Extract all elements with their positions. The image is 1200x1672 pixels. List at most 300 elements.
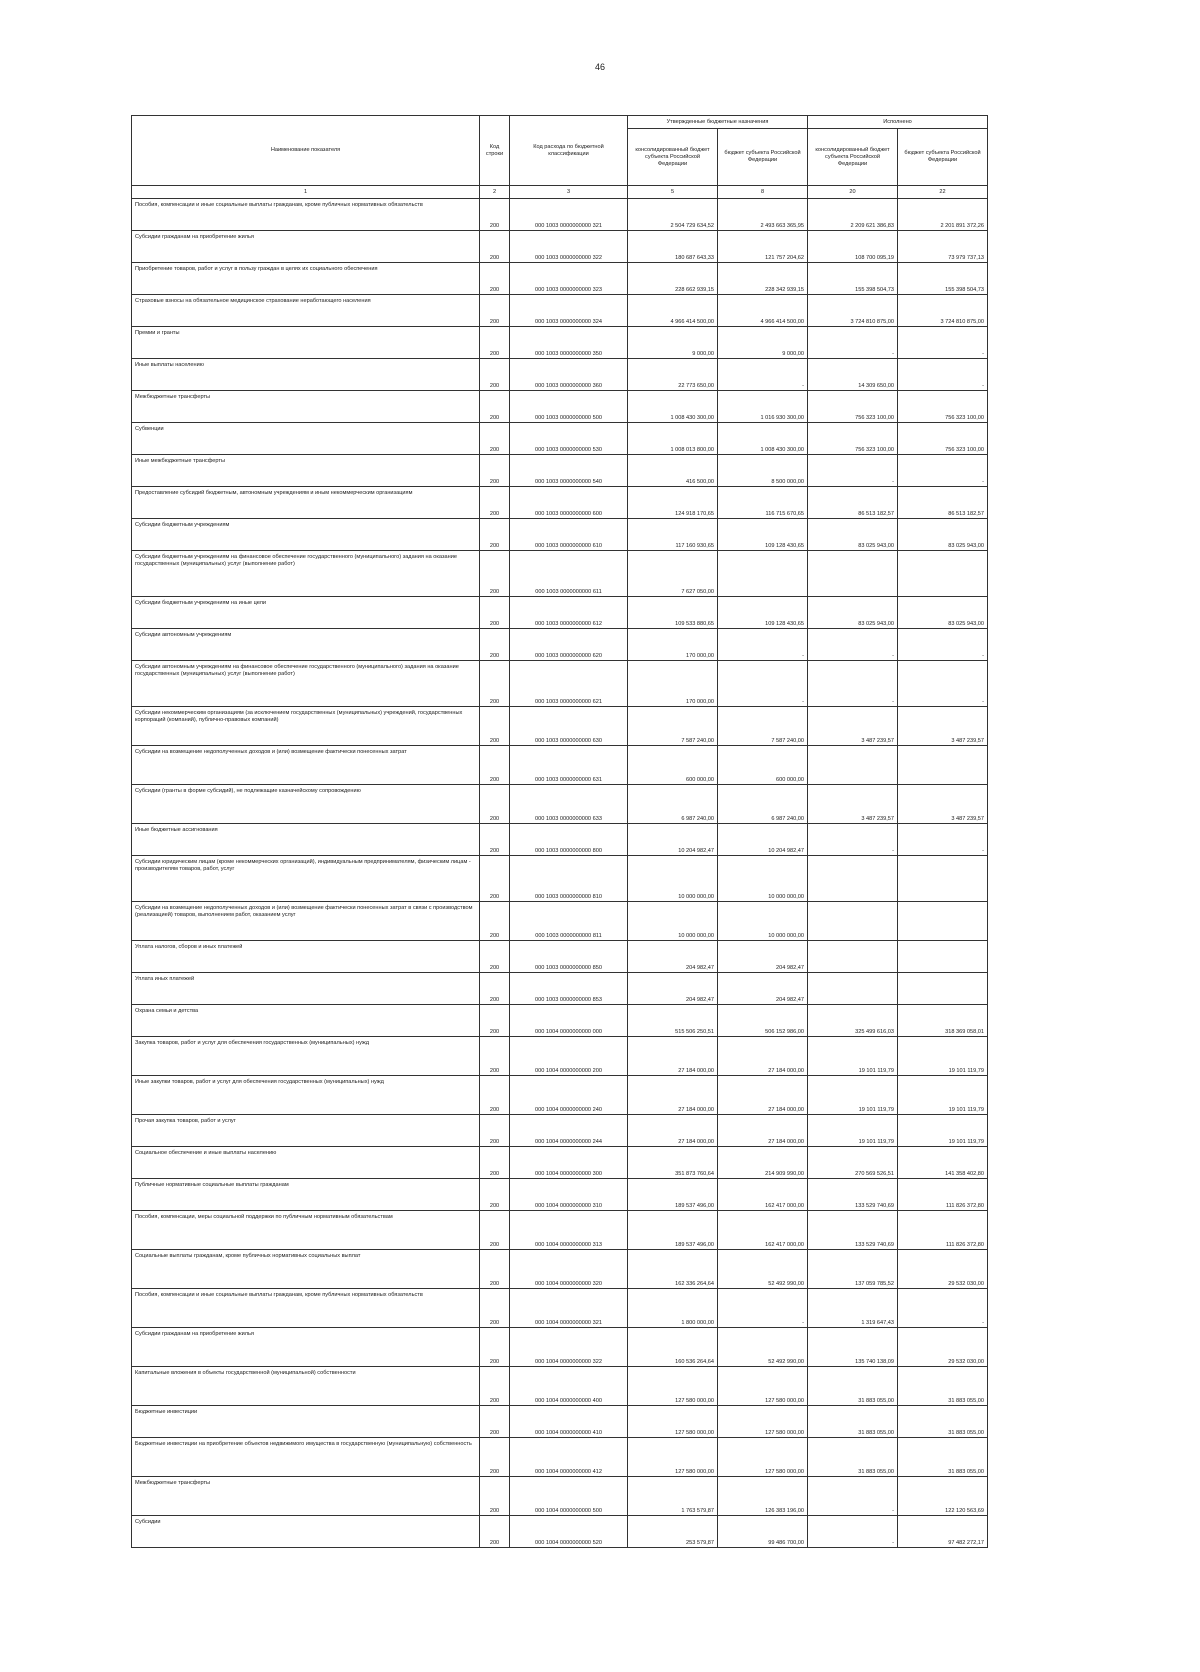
column-number: 1 bbox=[132, 186, 480, 199]
row-subject-approved: 162 417 000,00 bbox=[718, 1211, 808, 1250]
row-budget-code: 000 1004 0000000000 410 bbox=[510, 1406, 628, 1438]
row-line-code: 200 bbox=[480, 359, 510, 391]
row-line-code: 200 bbox=[480, 295, 510, 327]
row-consolidated-approved: 162 336 264,64 bbox=[628, 1250, 718, 1289]
row-indicator-name: Субсидии бюджетным учреждениям bbox=[132, 519, 480, 551]
row-consolidated-executed bbox=[808, 551, 898, 597]
row-subject-executed: 29 532 030,00 bbox=[898, 1328, 988, 1367]
row-consolidated-approved: 160 536 264,64 bbox=[628, 1328, 718, 1367]
table-row bbox=[132, 199, 988, 231]
table-row bbox=[132, 1516, 988, 1548]
row-indicator-name: Бюджетные инвестиции bbox=[132, 1406, 480, 1438]
row-line-code: 200 bbox=[480, 327, 510, 359]
row-consolidated-approved: 9 000,00 bbox=[628, 327, 718, 359]
row-subject-approved: 204 982,47 bbox=[718, 941, 808, 973]
row-line-code: 200 bbox=[480, 1328, 510, 1367]
row-consolidated-approved: 253 579,87 bbox=[628, 1516, 718, 1548]
row-consolidated-executed bbox=[808, 746, 898, 785]
row-consolidated-executed: 133 529 740,69 bbox=[808, 1179, 898, 1211]
row-subject-approved: 10 000 000,00 bbox=[718, 856, 808, 902]
row-line-code: 200 bbox=[480, 1076, 510, 1115]
column-number: 8 bbox=[718, 186, 808, 199]
row-indicator-name: Иные выплаты населению bbox=[132, 359, 480, 391]
row-consolidated-executed: 19 101 119,79 bbox=[808, 1076, 898, 1115]
row-line-code: 200 bbox=[480, 1367, 510, 1406]
row-line-code: 200 bbox=[480, 1115, 510, 1147]
row-consolidated-approved: 180 687 643,33 bbox=[628, 231, 718, 263]
row-subject-approved: 4 966 414 500,00 bbox=[718, 295, 808, 327]
row-budget-code: 000 1003 0000000000 853 bbox=[510, 973, 628, 1005]
row-indicator-name: Иные закупки товаров, работ и услуг для обеспечения государственных (муниципальных) нужд bbox=[132, 1076, 480, 1115]
row-consolidated-approved: 170 000,00 bbox=[628, 629, 718, 661]
row-subject-approved: 126 383 196,00 bbox=[718, 1477, 808, 1516]
row-subject-executed bbox=[898, 902, 988, 941]
row-line-code: 200 bbox=[480, 199, 510, 231]
table-row bbox=[132, 1179, 988, 1211]
row-consolidated-executed: - bbox=[808, 824, 898, 856]
row-subject-approved: 127 580 000,00 bbox=[718, 1438, 808, 1477]
row-line-code: 200 bbox=[480, 941, 510, 973]
row-indicator-name: Закупка товаров, работ и услуг для обеспечения государственных (муниципальных) нужд bbox=[132, 1037, 480, 1076]
row-subject-approved: 2 493 663 365,95 bbox=[718, 199, 808, 231]
row-budget-code: 000 1003 0000000000 540 bbox=[510, 455, 628, 487]
row-consolidated-approved: 109 533 880,65 bbox=[628, 597, 718, 629]
row-budget-code: 000 1004 0000000000 412 bbox=[510, 1438, 628, 1477]
row-consolidated-executed: 31 883 055,00 bbox=[808, 1367, 898, 1406]
row-subject-approved: 6 987 240,00 bbox=[718, 785, 808, 824]
row-subject-executed: - bbox=[898, 455, 988, 487]
row-budget-code: 000 1003 0000000000 500 bbox=[510, 391, 628, 423]
row-consolidated-executed bbox=[808, 856, 898, 902]
row-consolidated-approved: 127 580 000,00 bbox=[628, 1406, 718, 1438]
header-consolidated-executed: консолидированный бюджет субъекта Российской Федерации bbox=[808, 129, 898, 186]
row-consolidated-executed: - bbox=[808, 455, 898, 487]
table-row bbox=[132, 941, 988, 973]
row-subject-approved: - bbox=[718, 661, 808, 707]
row-subject-executed: 3 724 810 875,00 bbox=[898, 295, 988, 327]
row-subject-executed: 19 101 119,79 bbox=[898, 1037, 988, 1076]
row-consolidated-approved: 228 662 939,15 bbox=[628, 263, 718, 295]
row-budget-code: 000 1003 0000000000 800 bbox=[510, 824, 628, 856]
table-row bbox=[132, 487, 988, 519]
row-subject-approved: 214 909 990,00 bbox=[718, 1147, 808, 1179]
row-consolidated-approved: 204 982,47 bbox=[628, 941, 718, 973]
table-row bbox=[132, 856, 988, 902]
table-row bbox=[132, 1147, 988, 1179]
row-budget-code: 000 1003 0000000000 322 bbox=[510, 231, 628, 263]
table-row bbox=[132, 1037, 988, 1076]
row-subject-executed: 19 101 119,79 bbox=[898, 1115, 988, 1147]
row-indicator-name: Пособия, компенсации и иные социальные выплаты гражданам, кроме публичных нормативных обязательств bbox=[132, 1289, 480, 1328]
row-consolidated-executed: 31 883 055,00 bbox=[808, 1406, 898, 1438]
row-budget-code: 000 1004 0000000000 200 bbox=[510, 1037, 628, 1076]
row-line-code: 200 bbox=[480, 1406, 510, 1438]
row-line-code: 200 bbox=[480, 661, 510, 707]
row-consolidated-approved: 515 506 250,51 bbox=[628, 1005, 718, 1037]
table-row bbox=[132, 785, 988, 824]
row-line-code: 200 bbox=[480, 707, 510, 746]
row-line-code: 200 bbox=[480, 1289, 510, 1328]
row-subject-approved: - bbox=[718, 629, 808, 661]
row-subject-approved: 127 580 000,00 bbox=[718, 1367, 808, 1406]
row-line-code: 200 bbox=[480, 391, 510, 423]
table-row bbox=[132, 327, 988, 359]
budget-execution-table bbox=[131, 115, 988, 1548]
row-line-code: 200 bbox=[480, 629, 510, 661]
row-consolidated-executed bbox=[808, 941, 898, 973]
header-indicator-name: Наименование показателя bbox=[132, 116, 480, 186]
header-consolidated-approved: консолидированный бюджет субъекта Российской Федерации bbox=[628, 129, 718, 186]
row-budget-code: 000 1004 0000000000 000 bbox=[510, 1005, 628, 1037]
row-line-code: 200 bbox=[480, 455, 510, 487]
row-subject-executed: 83 025 943,00 bbox=[898, 597, 988, 629]
row-budget-code: 000 1004 0000000000 320 bbox=[510, 1250, 628, 1289]
row-line-code: 200 bbox=[480, 1516, 510, 1548]
row-consolidated-approved: 22 773 650,00 bbox=[628, 359, 718, 391]
row-subject-executed: 756 323 100,00 bbox=[898, 423, 988, 455]
row-budget-code: 000 1003 0000000000 324 bbox=[510, 295, 628, 327]
row-indicator-name: Субсидии автономным учреждениям на финансовое обеспечение государственного (муниципального) задания на оказание государственных (муниципальных) услуг (выполнение работ) bbox=[132, 661, 480, 707]
row-consolidated-executed: 756 323 100,00 bbox=[808, 391, 898, 423]
row-subject-approved: 600 000,00 bbox=[718, 746, 808, 785]
row-subject-executed: 2 201 891 372,26 bbox=[898, 199, 988, 231]
row-indicator-name: Субсидии бюджетным учреждениям на иные цели bbox=[132, 597, 480, 629]
table-row bbox=[132, 551, 988, 597]
row-consolidated-executed: 137 059 785,52 bbox=[808, 1250, 898, 1289]
row-line-code: 200 bbox=[480, 1037, 510, 1076]
row-consolidated-approved: 1 763 579,87 bbox=[628, 1477, 718, 1516]
table-row bbox=[132, 1211, 988, 1250]
row-consolidated-approved: 10 000 000,00 bbox=[628, 856, 718, 902]
row-consolidated-executed bbox=[808, 902, 898, 941]
row-subject-approved: 9 000,00 bbox=[718, 327, 808, 359]
row-line-code: 200 bbox=[480, 597, 510, 629]
row-line-code: 200 bbox=[480, 1005, 510, 1037]
row-subject-approved: 99 486 700,00 bbox=[718, 1516, 808, 1548]
table-row bbox=[132, 263, 988, 295]
row-consolidated-approved: 127 580 000,00 bbox=[628, 1438, 718, 1477]
row-consolidated-approved: 7 627 050,00 bbox=[628, 551, 718, 597]
row-subject-executed: - bbox=[898, 824, 988, 856]
table-row bbox=[132, 746, 988, 785]
row-indicator-name: Субсидии bbox=[132, 1516, 480, 1548]
header-group-approved: Утвержденные бюджетные назначения bbox=[628, 116, 808, 129]
row-budget-code: 000 1004 0000000000 240 bbox=[510, 1076, 628, 1115]
row-subject-executed: - bbox=[898, 661, 988, 707]
row-indicator-name: Социальное обеспечение и иные выплаты населению bbox=[132, 1147, 480, 1179]
row-consolidated-approved: 351 873 760,64 bbox=[628, 1147, 718, 1179]
row-indicator-name: Прочая закупка товаров, работ и услуг bbox=[132, 1115, 480, 1147]
row-consolidated-executed: 325 499 616,03 bbox=[808, 1005, 898, 1037]
row-consolidated-executed bbox=[808, 973, 898, 1005]
row-consolidated-executed: 3 724 810 875,00 bbox=[808, 295, 898, 327]
row-line-code: 200 bbox=[480, 1250, 510, 1289]
row-line-code: 200 bbox=[480, 785, 510, 824]
row-subject-approved: 506 152 986,00 bbox=[718, 1005, 808, 1037]
row-subject-executed: 111 826 372,80 bbox=[898, 1211, 988, 1250]
row-budget-code: 000 1003 0000000000 600 bbox=[510, 487, 628, 519]
row-line-code: 200 bbox=[480, 487, 510, 519]
row-subject-approved: 52 492 990,00 bbox=[718, 1328, 808, 1367]
row-indicator-name: Охрана семьи и детства bbox=[132, 1005, 480, 1037]
row-consolidated-approved: 27 184 000,00 bbox=[628, 1076, 718, 1115]
row-subject-executed: - bbox=[898, 1289, 988, 1328]
row-subject-executed: 3 487 239,57 bbox=[898, 707, 988, 746]
table-row bbox=[132, 1250, 988, 1289]
row-budget-code: 000 1003 0000000000 360 bbox=[510, 359, 628, 391]
row-consolidated-approved: 10 000 000,00 bbox=[628, 902, 718, 941]
row-subject-approved: 7 587 240,00 bbox=[718, 707, 808, 746]
row-consolidated-executed: 19 101 119,79 bbox=[808, 1037, 898, 1076]
row-subject-executed: - bbox=[898, 629, 988, 661]
table-row bbox=[132, 231, 988, 263]
row-consolidated-executed: 31 883 055,00 bbox=[808, 1438, 898, 1477]
row-subject-executed: 29 532 030,00 bbox=[898, 1250, 988, 1289]
row-subject-executed bbox=[898, 551, 988, 597]
row-consolidated-executed: 3 487 239,57 bbox=[808, 785, 898, 824]
row-subject-executed bbox=[898, 746, 988, 785]
row-budget-code: 000 1003 0000000000 350 bbox=[510, 327, 628, 359]
row-consolidated-approved: 7 587 240,00 bbox=[628, 707, 718, 746]
row-line-code: 200 bbox=[480, 263, 510, 295]
row-budget-code: 000 1003 0000000000 633 bbox=[510, 785, 628, 824]
row-budget-code: 000 1003 0000000000 811 bbox=[510, 902, 628, 941]
row-line-code: 200 bbox=[480, 824, 510, 856]
table-row bbox=[132, 902, 988, 941]
row-subject-approved: 127 580 000,00 bbox=[718, 1406, 808, 1438]
row-consolidated-executed: 108 700 095,19 bbox=[808, 231, 898, 263]
row-consolidated-approved: 1 008 430 300,00 bbox=[628, 391, 718, 423]
header-row-code: Код строки bbox=[480, 116, 510, 186]
row-indicator-name: Капитальные вложения в объекты государственной (муниципальной) собственности bbox=[132, 1367, 480, 1406]
row-subject-approved: 109 128 430,65 bbox=[718, 597, 808, 629]
row-indicator-name: Субсидии бюджетным учреждениям на финансовое обеспечение государственного (муниципального) задания на оказание государственных (муниципальных) услуг (выполнение работ) bbox=[132, 551, 480, 597]
row-indicator-name: Уплата налогов, сборов и иных платежей bbox=[132, 941, 480, 973]
row-subject-executed: 3 487 239,57 bbox=[898, 785, 988, 824]
table-row bbox=[132, 597, 988, 629]
column-number: 2 bbox=[480, 186, 510, 199]
row-line-code: 200 bbox=[480, 519, 510, 551]
row-consolidated-approved: 6 987 240,00 bbox=[628, 785, 718, 824]
row-line-code: 200 bbox=[480, 423, 510, 455]
table-row bbox=[132, 707, 988, 746]
row-subject-executed bbox=[898, 941, 988, 973]
row-subject-approved: 121 757 204,62 bbox=[718, 231, 808, 263]
page-number: 46 bbox=[594, 62, 605, 72]
row-budget-code: 000 1003 0000000000 621 bbox=[510, 661, 628, 707]
row-consolidated-approved: 189 537 496,00 bbox=[628, 1179, 718, 1211]
row-budget-code: 000 1003 0000000000 630 bbox=[510, 707, 628, 746]
row-budget-code: 000 1004 0000000000 321 bbox=[510, 1289, 628, 1328]
row-subject-executed: - bbox=[898, 327, 988, 359]
row-line-code: 200 bbox=[480, 1477, 510, 1516]
row-indicator-name: Субсидии (гранты в форме субсидий), не подлежащие казначейскому сопровождению bbox=[132, 785, 480, 824]
row-consolidated-executed: 86 513 182,57 bbox=[808, 487, 898, 519]
row-consolidated-executed: - bbox=[808, 1477, 898, 1516]
column-number: 3 bbox=[510, 186, 628, 199]
row-consolidated-executed: 756 323 100,00 bbox=[808, 423, 898, 455]
table-row bbox=[132, 391, 988, 423]
table-row bbox=[132, 1005, 988, 1037]
row-indicator-name: Бюджетные инвестиции на приобретение объектов недвижимого имущества в государственную (муниципальную) собственность bbox=[132, 1438, 480, 1477]
table-row bbox=[132, 519, 988, 551]
row-consolidated-approved: 10 204 982,47 bbox=[628, 824, 718, 856]
row-subject-executed: - bbox=[898, 359, 988, 391]
row-consolidated-executed: - bbox=[808, 327, 898, 359]
row-consolidated-executed: 1 319 647,43 bbox=[808, 1289, 898, 1328]
row-consolidated-approved: 127 580 000,00 bbox=[628, 1367, 718, 1406]
row-subject-approved: 162 417 000,00 bbox=[718, 1179, 808, 1211]
table-row bbox=[132, 1438, 988, 1477]
row-subject-approved: 1 016 930 300,00 bbox=[718, 391, 808, 423]
row-indicator-name: Пособия, компенсации, меры социальной поддержки по публичным нормативным обязательствам bbox=[132, 1211, 480, 1250]
column-number: 5 bbox=[628, 186, 718, 199]
row-consolidated-executed: 19 101 119,79 bbox=[808, 1115, 898, 1147]
table-row bbox=[132, 1115, 988, 1147]
table-body bbox=[132, 199, 988, 1548]
row-budget-code: 000 1003 0000000000 810 bbox=[510, 856, 628, 902]
row-line-code: 200 bbox=[480, 1179, 510, 1211]
row-consolidated-approved: 170 000,00 bbox=[628, 661, 718, 707]
row-indicator-name: Межбюджетные трансферты bbox=[132, 1477, 480, 1516]
row-indicator-name: Иные межбюджетные трансферты bbox=[132, 455, 480, 487]
row-indicator-name: Уплата иных платежей bbox=[132, 973, 480, 1005]
row-subject-approved: 204 982,47 bbox=[718, 973, 808, 1005]
table-row bbox=[132, 661, 988, 707]
row-indicator-name: Пособия, компенсации и иные социальные выплаты гражданам, кроме публичных нормативных обязательств bbox=[132, 199, 480, 231]
row-subject-approved: 1 008 430 300,00 bbox=[718, 423, 808, 455]
row-subject-approved: - bbox=[718, 1289, 808, 1328]
row-line-code: 200 bbox=[480, 973, 510, 1005]
row-budget-code: 000 1003 0000000000 323 bbox=[510, 263, 628, 295]
row-consolidated-approved: 1 800 000,00 bbox=[628, 1289, 718, 1328]
row-subject-approved: 109 128 430,65 bbox=[718, 519, 808, 551]
table-row bbox=[132, 1406, 988, 1438]
table-row bbox=[132, 973, 988, 1005]
row-consolidated-approved: 4 966 414 500,00 bbox=[628, 295, 718, 327]
row-subject-approved: 27 184 000,00 bbox=[718, 1037, 808, 1076]
row-subject-executed: 155 398 504,73 bbox=[898, 263, 988, 295]
header-budget-classification: Код расхода по бюджетной классификации bbox=[510, 116, 628, 186]
table-row bbox=[132, 1328, 988, 1367]
row-budget-code: 000 1004 0000000000 300 bbox=[510, 1147, 628, 1179]
row-consolidated-executed: 3 487 239,57 bbox=[808, 707, 898, 746]
table-row bbox=[132, 1076, 988, 1115]
row-budget-code: 000 1003 0000000000 530 bbox=[510, 423, 628, 455]
row-consolidated-approved: 27 184 000,00 bbox=[628, 1037, 718, 1076]
row-indicator-name: Социальные выплаты гражданам, кроме публичных нормативных социальных выплат bbox=[132, 1250, 480, 1289]
row-indicator-name: Субсидии автономным учреждениям bbox=[132, 629, 480, 661]
row-consolidated-executed: 270 569 526,51 bbox=[808, 1147, 898, 1179]
row-budget-code: 000 1004 0000000000 244 bbox=[510, 1115, 628, 1147]
row-indicator-name: Субвенции bbox=[132, 423, 480, 455]
row-consolidated-executed: - bbox=[808, 1516, 898, 1548]
table-row bbox=[132, 423, 988, 455]
table-row bbox=[132, 629, 988, 661]
row-budget-code: 000 1004 0000000000 310 bbox=[510, 1179, 628, 1211]
row-budget-code: 000 1003 0000000000 620 bbox=[510, 629, 628, 661]
table-row bbox=[132, 359, 988, 391]
table-row bbox=[132, 1289, 988, 1328]
table-row bbox=[132, 1367, 988, 1406]
row-indicator-name: Субсидии гражданам на приобретение жилья bbox=[132, 231, 480, 263]
row-indicator-name: Субсидии юридическим лицам (кроме некоммерческих организаций), индивидуальным предпринимателям, физическим лицам - производителям товаров, работ, услуг bbox=[132, 856, 480, 902]
row-subject-executed: 318 369 058,01 bbox=[898, 1005, 988, 1037]
table-row bbox=[132, 455, 988, 487]
row-consolidated-approved: 189 537 496,00 bbox=[628, 1211, 718, 1250]
row-budget-code: 000 1003 0000000000 611 bbox=[510, 551, 628, 597]
header-subject-executed: бюджет субъекта Российской Федерации bbox=[898, 129, 988, 186]
row-budget-code: 000 1004 0000000000 313 bbox=[510, 1211, 628, 1250]
row-subject-executed: 141 358 402,80 bbox=[898, 1147, 988, 1179]
row-subject-approved: 228 342 939,15 bbox=[718, 263, 808, 295]
row-budget-code: 000 1004 0000000000 400 bbox=[510, 1367, 628, 1406]
row-budget-code: 000 1004 0000000000 500 bbox=[510, 1477, 628, 1516]
row-indicator-name: Премии и гранты bbox=[132, 327, 480, 359]
row-line-code: 200 bbox=[480, 1438, 510, 1477]
row-line-code: 200 bbox=[480, 1211, 510, 1250]
row-budget-code: 000 1004 0000000000 520 bbox=[510, 1516, 628, 1548]
row-consolidated-executed: 14 309 650,00 bbox=[808, 359, 898, 391]
column-number: 22 bbox=[898, 186, 988, 199]
row-line-code: 200 bbox=[480, 551, 510, 597]
row-line-code: 200 bbox=[480, 902, 510, 941]
row-subject-executed: 122 120 563,69 bbox=[898, 1477, 988, 1516]
row-consolidated-executed: - bbox=[808, 629, 898, 661]
row-subject-executed: 86 513 182,57 bbox=[898, 487, 988, 519]
row-subject-approved bbox=[718, 551, 808, 597]
row-subject-approved: 27 184 000,00 bbox=[718, 1115, 808, 1147]
row-subject-executed bbox=[898, 973, 988, 1005]
row-subject-executed: 83 025 943,00 bbox=[898, 519, 988, 551]
row-indicator-name: Межбюджетные трансферты bbox=[132, 391, 480, 423]
row-subject-approved: 10 204 982,47 bbox=[718, 824, 808, 856]
column-number: 20 bbox=[808, 186, 898, 199]
header-group-executed: Исполнено bbox=[808, 116, 988, 129]
row-consolidated-executed: - bbox=[808, 661, 898, 707]
row-subject-executed: 111 826 372,80 bbox=[898, 1179, 988, 1211]
row-budget-code: 000 1003 0000000000 612 bbox=[510, 597, 628, 629]
row-subject-executed: 97 482 272,17 bbox=[898, 1516, 988, 1548]
row-consolidated-approved: 1 008 013 800,00 bbox=[628, 423, 718, 455]
row-indicator-name: Предоставление субсидий бюджетным, автономным учреждениям и иным некоммерческим организациям bbox=[132, 487, 480, 519]
row-subject-approved: 27 184 000,00 bbox=[718, 1076, 808, 1115]
row-subject-approved: 116 715 670,65 bbox=[718, 487, 808, 519]
row-subject-executed: 31 883 055,00 bbox=[898, 1367, 988, 1406]
row-consolidated-executed: 2 209 621 386,83 bbox=[808, 199, 898, 231]
row-consolidated-approved: 124 918 170,65 bbox=[628, 487, 718, 519]
row-subject-executed: 73 979 737,13 bbox=[898, 231, 988, 263]
table-row bbox=[132, 824, 988, 856]
row-consolidated-executed: 135 740 138,09 bbox=[808, 1328, 898, 1367]
row-indicator-name: Страховые взносы на обязательное медицинское страхование неработающего населения bbox=[132, 295, 480, 327]
table-row bbox=[132, 1477, 988, 1516]
row-subject-executed: 756 323 100,00 bbox=[898, 391, 988, 423]
row-subject-approved: 52 492 990,00 bbox=[718, 1250, 808, 1289]
row-indicator-name: Субсидии на возмещение недополученных доходов и (или) возмещение фактически понесенных затрат bbox=[132, 746, 480, 785]
row-consolidated-approved: 416 500,00 bbox=[628, 455, 718, 487]
row-budget-code: 000 1004 0000000000 322 bbox=[510, 1328, 628, 1367]
row-subject-approved: 10 000 000,00 bbox=[718, 902, 808, 941]
row-indicator-name: Публичные нормативные социальные выплаты гражданам bbox=[132, 1179, 480, 1211]
row-subject-executed: 31 883 055,00 bbox=[898, 1406, 988, 1438]
row-indicator-name: Субсидии гражданам на приобретение жилья bbox=[132, 1328, 480, 1367]
row-consolidated-approved: 117 160 930,65 bbox=[628, 519, 718, 551]
row-consolidated-executed: 83 025 943,00 bbox=[808, 597, 898, 629]
row-budget-code: 000 1003 0000000000 850 bbox=[510, 941, 628, 973]
row-subject-approved: - bbox=[718, 359, 808, 391]
row-consolidated-executed: 133 529 740,69 bbox=[808, 1211, 898, 1250]
